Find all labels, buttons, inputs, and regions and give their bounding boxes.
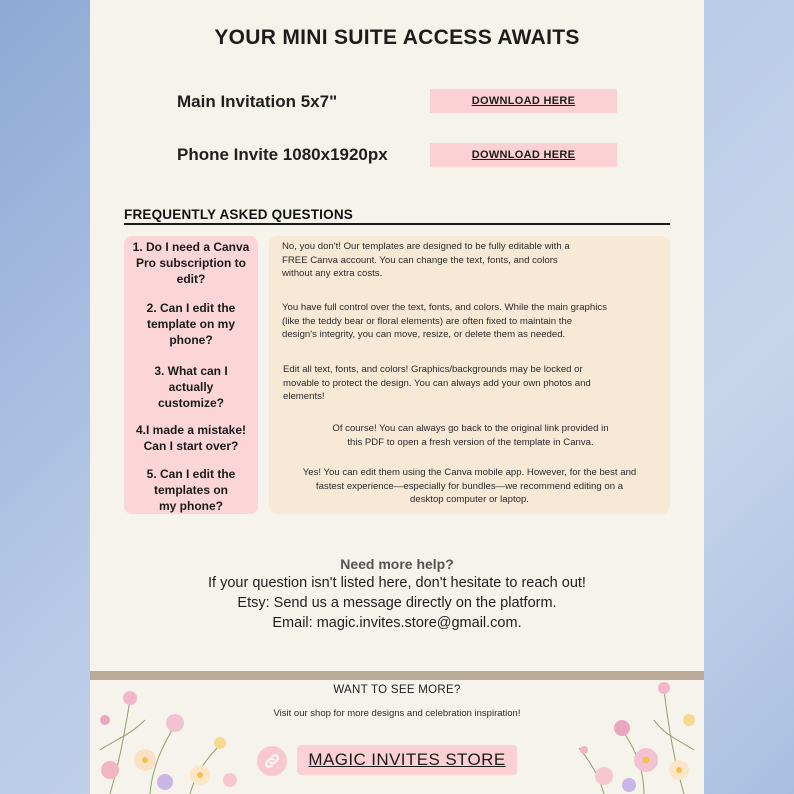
faq-question-3-line: 3. What can I — [154, 364, 228, 378]
faq-answer-3 — [283, 363, 591, 404]
floral-decoration-icon — [574, 650, 704, 794]
faq-question-5 — [124, 466, 258, 514]
faq-answer-2-line: (like the teddy bear or floral elements) are often fixed to maintain the — [282, 315, 573, 327]
info-page — [90, 0, 704, 794]
download-button-phone-invite[interactable]: DOWNLOAD HERE — [430, 143, 617, 167]
faq-answer-5-line: Yes! You can edit them using the Canva mobile app. However, for the best and — [302, 467, 637, 478]
faq-answer-4-line: this PDF to open a fresh version of the template in Canva. — [347, 436, 594, 448]
help-title: Need more help? — [340, 556, 454, 572]
store-button[interactable]: MAGIC INVITES STORE — [297, 745, 517, 775]
faq-answer-3-line: elements! — [283, 391, 325, 402]
faq-question-3-line: actually — [168, 380, 214, 394]
faq-questions-panel — [124, 236, 258, 514]
faq-question-5-line: templates on — [153, 483, 228, 497]
faq-question-4 — [124, 422, 258, 454]
faq-question-1-line: edit? — [176, 272, 206, 286]
faq-answer-2 — [282, 301, 607, 342]
faq-answer-1-line: FREE Canva account. You can change the text, fonts, and colors — [282, 254, 558, 266]
faq-question-5-line: 5. Can I edit the — [146, 467, 236, 481]
faq-answer-3-line: movable to protect the design. You can always add your own photos and — [283, 377, 591, 389]
faq-answer-4 — [283, 422, 658, 449]
help-line-email[interactable]: Email: magic.invites.store@gmail.com. — [272, 615, 522, 631]
faq-answer-3-line: Edit all text, fonts, and colors! Graphics/backgrounds may be locked or — [283, 364, 583, 375]
faq-question-1-line: 1. Do I need a Canva — [132, 240, 250, 254]
faq-question-3 — [124, 363, 258, 411]
faq-question-2-line: 2. Can I edit the — [146, 301, 236, 315]
download-label-main-invitation: Main Invitation 5x7" — [177, 92, 338, 111]
faq-answer-4-line: Of course! You can always go back to the original link provided in — [332, 423, 609, 434]
faq-answers-panel — [269, 236, 670, 514]
faq-answer-5-line: desktop computer or laptop. — [410, 494, 529, 505]
faq-question-3-line: customize? — [157, 396, 224, 410]
link-icon[interactable] — [257, 746, 287, 776]
faq-heading: FREQUENTLY ASKED QUESTIONS — [124, 207, 670, 225]
faq-answer-1-line: without any extra costs. — [282, 268, 383, 279]
faq-question-2-line: phone? — [169, 333, 213, 347]
visit-shop-text: Visit our shop for more designs and celebration inspiration! — [273, 708, 521, 719]
faq-answer-2-line: design's integrity, you can move, resize, or delete them as needed. — [282, 329, 566, 340]
faq-answer-5 — [272, 466, 667, 507]
download-button-main-invitation[interactable]: DOWNLOAD HERE — [430, 89, 617, 113]
faq-answer-5-line: fastest experience—especially for bundles—we recommend editing on a — [315, 480, 624, 492]
faq-question-2 — [124, 300, 258, 348]
faq-question-1 — [124, 239, 258, 287]
faq-answer-1 — [282, 240, 570, 281]
faq-answer-2-line: You have full control over the text, fonts, and colors. While the main graphics — [282, 302, 607, 313]
download-label-phone-invite: Phone Invite 1080x1920px — [177, 145, 388, 164]
page-title: YOUR MINI SUITE ACCESS AWAITS — [214, 26, 580, 49]
faq-answer-1-line: No, you don't! Our templates are designed to be fully editable with a — [282, 241, 570, 252]
faq-question-1-line: Pro subscription to — [135, 256, 246, 270]
help-line-etsy: Etsy: Send us a message directly on the platform. — [237, 595, 557, 611]
want-more-heading: WANT TO SEE MORE? — [333, 684, 461, 696]
faq-question-4-line: Can I start over? — [143, 439, 239, 453]
floral-decoration-icon — [90, 650, 240, 794]
faq-question-4-line: 4.I made a mistake! — [135, 423, 247, 437]
help-line-reach-out: If your question isn't listed here, don't hesitate to reach out! — [208, 575, 586, 591]
faq-question-5-line: my phone? — [158, 499, 223, 513]
faq-question-2-line: template on my — [146, 317, 236, 331]
